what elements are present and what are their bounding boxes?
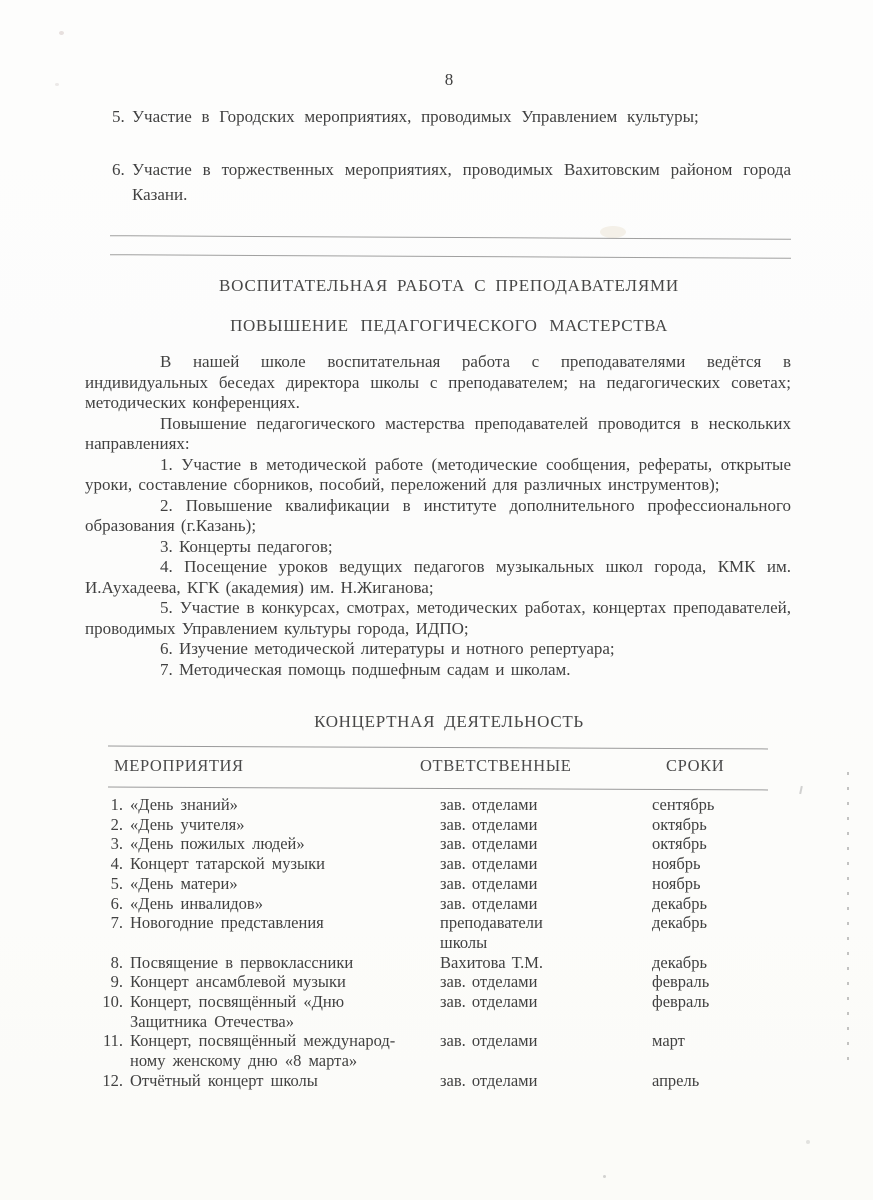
paragraph: 1. Участие в методической работе (методические сообщения, рефераты, открытые уроки, составление сборников, пособий, переложений для различных инструментов);	[85, 454, 791, 494]
paragraph: 6. Изучение методической литературы и нотного репертуара;	[160, 639, 615, 658]
row-number: 7.	[110, 913, 123, 933]
event-cell	[85, 992, 440, 1031]
list-item-number: 5.	[112, 107, 125, 126]
responsible-cell: зав. отделами	[440, 795, 538, 814]
term-cell: сентябрь	[652, 795, 715, 814]
row-number: 12.	[102, 1070, 123, 1090]
table-row	[85, 1031, 845, 1070]
term-cell: ноябрь	[652, 854, 701, 874]
responsible-name: преподаватели	[440, 913, 543, 933]
page-number: 8	[444, 70, 454, 89]
list-item-text: Участие в торжественных мероприятиях, проводимых Вахитовским районом города Казани.	[132, 160, 791, 204]
column-header-terms: СРОКИ	[666, 756, 725, 775]
term-cell: октябрь	[652, 814, 707, 834]
event-name-line2: ному женскому дню «8 марта»	[130, 1051, 358, 1071]
row-number: 2.	[110, 814, 123, 834]
paragraph: 5. Участие в конкурсах, смотрах, методических работах, концертах преподавателей, проводимых Управлением культуры города, ИДПО;	[85, 598, 791, 638]
event-cell	[85, 913, 440, 952]
term-cell: октябрь	[652, 834, 707, 854]
responsible-cell: зав. отделами	[440, 992, 538, 1012]
paragraph: Повышение педагогического мастерства преподавателей проводится в нескольких направлениях:	[85, 413, 791, 453]
row-number: 9.	[110, 972, 123, 992]
event-name: Концерт, посвящённый международ-	[130, 1031, 396, 1051]
row-number: 4.	[110, 854, 123, 874]
list-item-number: 6.	[112, 160, 125, 179]
term-cell: ноябрь	[652, 873, 701, 893]
table-row	[85, 1071, 845, 1091]
term-cell: декабрь	[652, 893, 707, 913]
table-rule-top	[108, 746, 768, 750]
responsible-cell: зав. отделами	[440, 854, 538, 874]
list-item	[112, 104, 791, 129]
table-row	[85, 953, 845, 973]
responsible-cell: зав. отделами	[440, 834, 538, 854]
term-cell: декабрь	[652, 952, 707, 972]
event-name: Концерт татарской музыки	[130, 854, 325, 874]
row-number: 11.	[102, 1031, 123, 1051]
term-cell: февраль	[652, 992, 710, 1012]
responsible-cell: зав. отделами	[440, 972, 538, 992]
scan-artifact	[806, 1140, 810, 1144]
row-number: 6.	[110, 893, 123, 913]
subsection-heading: ПОВЫШЕНИЕ ПЕДАГОГИЧЕСКОГО МАСТЕРСТВА	[230, 316, 668, 335]
event-name: «День знаний»	[130, 795, 238, 814]
event-name: «День пожилых людей»	[130, 834, 305, 854]
paragraph: 7. Методическая помощь подшефным садам и школам.	[160, 659, 571, 679]
event-cell	[85, 894, 440, 914]
row-number: 10.	[102, 992, 123, 1012]
divider-line	[110, 254, 791, 259]
row-number: 1.	[110, 795, 123, 814]
table-row	[85, 854, 845, 874]
table-row	[85, 795, 845, 815]
event-name: «День инвалидов»	[130, 893, 263, 913]
event-cell	[85, 1071, 440, 1091]
paragraph: 2. Повышение квалификации в институте дополнительного профессионального образования (г.Казань);	[85, 495, 791, 535]
event-cell	[85, 1031, 440, 1070]
table-row	[85, 815, 845, 835]
responsible-cell: зав. отделами	[440, 1070, 538, 1090]
table-rule-under-header	[108, 787, 768, 791]
body-text	[85, 352, 791, 680]
responsible-cell: зав. отделами	[440, 1031, 538, 1051]
column-header-events: МЕРОПРИЯТИЯ	[114, 756, 244, 775]
event-name: Новогодние представления	[130, 913, 324, 933]
event-cell	[85, 795, 440, 815]
scan-artifact	[603, 1175, 606, 1178]
paragraph: 4. Посещение уроков ведущих педагогов музыкальных школ города, КМК им. И.Аухадеева, КГК (академия) им. Н.Жиганова;	[85, 557, 791, 597]
concert-section-heading: КОНЦЕРТНАЯ ДЕЯТЕЛЬНОСТЬ	[314, 712, 584, 731]
scan-artifact	[59, 31, 64, 35]
responsible-cell: Вахитова Т.М.	[440, 952, 544, 972]
scan-artifact	[600, 226, 626, 238]
term-cell: март	[652, 1031, 685, 1051]
event-name: «День матери»	[130, 873, 238, 893]
term-cell: февраль	[652, 972, 710, 992]
event-cell	[85, 834, 440, 854]
paragraph: В нашей школе воспитательная работа с преподавателями ведётся в индивидуальных беседах директора школы с преподавателем; на педагогических советах; методических конференциях.	[85, 352, 791, 412]
term-cell: апрель	[652, 1070, 700, 1090]
event-cell	[85, 953, 440, 973]
table-row	[85, 972, 845, 992]
event-cell	[85, 854, 440, 874]
responsible-cell: зав. отделами	[440, 893, 538, 913]
table-row	[85, 834, 845, 854]
term-cell: декабрь	[652, 913, 707, 933]
table-row	[85, 992, 845, 1031]
list-item-text: Участие в Городских мероприятиях, проводимых Управлением культуры;	[132, 107, 699, 126]
event-name: Посвящение в первоклассники	[130, 952, 354, 972]
row-number: 5.	[110, 873, 123, 893]
list-item	[112, 157, 791, 207]
table-row	[85, 894, 845, 914]
table-row	[85, 913, 845, 952]
event-name: Отчётный концерт школы	[130, 1070, 318, 1090]
responsible-cell	[440, 913, 648, 952]
concert-table	[85, 795, 845, 1091]
event-name: Концерт, посвящённый «Дню	[130, 992, 345, 1012]
event-cell	[85, 815, 440, 835]
event-name: «День учителя»	[130, 814, 245, 834]
divider-line	[110, 235, 791, 240]
event-cell	[85, 874, 440, 894]
event-name: Концерт ансамблевой музыки	[130, 972, 346, 992]
paragraph: 3. Концерты педагогов;	[160, 536, 333, 556]
responsible-cell: зав. отделами	[440, 814, 538, 834]
section-heading: ВОСПИТАТЕЛЬНАЯ РАБОТА С ПРЕПОДАВАТЕЛЯМИ	[219, 276, 679, 295]
column-header-responsible: ОТВЕТСТВЕННЫЕ	[420, 756, 572, 775]
responsible-name-line2: школы	[440, 932, 488, 952]
scan-artifact	[799, 786, 803, 794]
table-row	[85, 874, 845, 894]
responsible-cell: зав. отделами	[440, 873, 538, 893]
row-number: 8.	[110, 952, 123, 972]
event-cell	[85, 972, 440, 992]
scan-artifact	[847, 772, 849, 1072]
row-number: 3.	[110, 834, 123, 854]
event-name-line2: Защитника Отечества»	[130, 1011, 294, 1031]
